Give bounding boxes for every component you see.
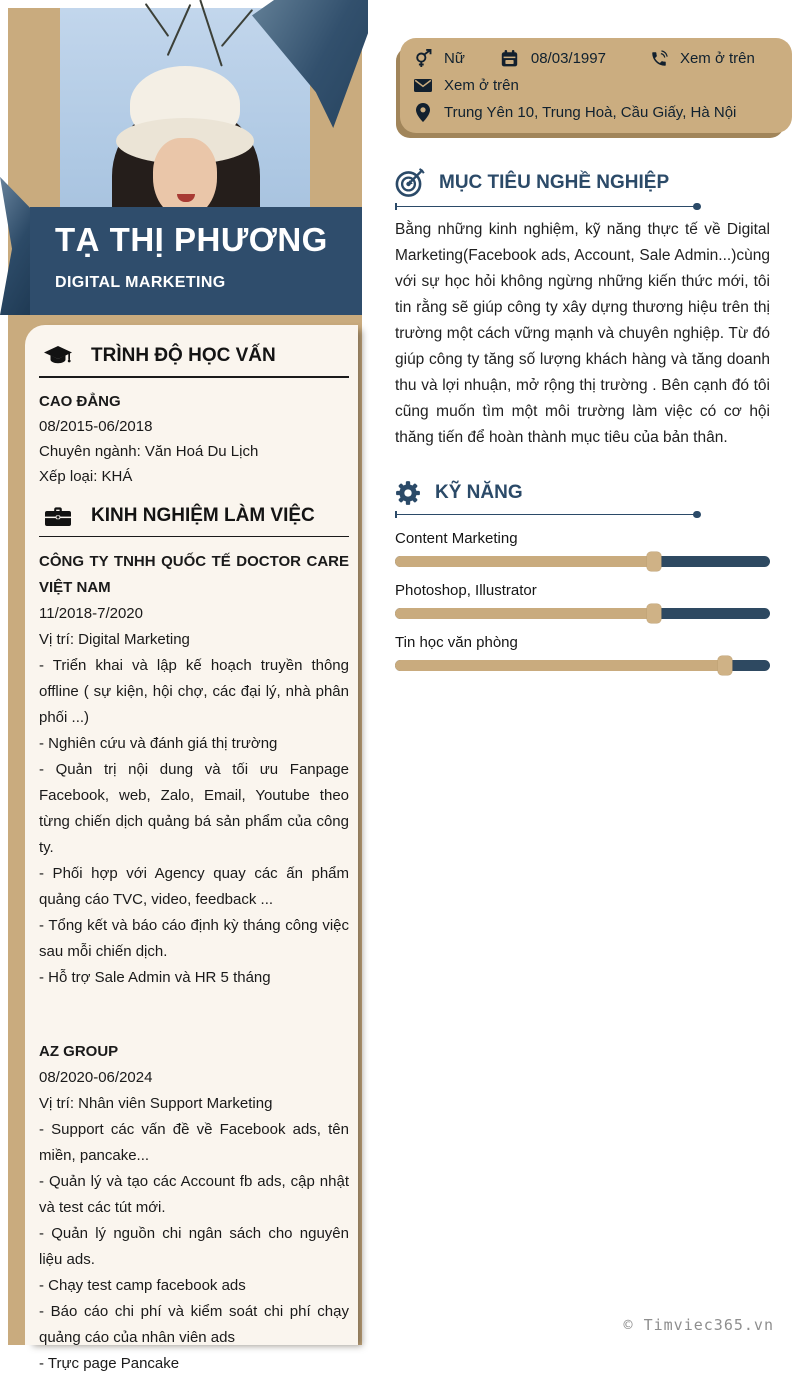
left-card	[25, 325, 358, 1373]
objective-heading: MỤC TIÊU NGHỀ NGHIỆP	[439, 172, 670, 193]
job-duty: - Triển khai và lập kế hoạch truyền thông offline ( sự kiện, hội chợ, các đại lý, nhà phân phối ...)	[39, 657, 349, 727]
photo-branch	[145, 3, 170, 37]
job-duty: - Support các vấn đề về Facebook ads, tên miền, pancake...	[39, 1121, 349, 1165]
address-value: Trung Yên 10, Trung Hoà, Cầu Giấy, Hà Nội	[444, 104, 737, 121]
email-value: Xem ở trên	[444, 77, 519, 94]
skill-label: Tin học văn phòng	[395, 634, 518, 652]
target-arrow-icon	[395, 168, 425, 198]
skill-slider-thumb[interactable]	[718, 656, 732, 675]
contact-row-1	[412, 46, 780, 72]
skill-label: Photoshop, Illustrator	[395, 582, 537, 600]
gear-icon	[395, 480, 421, 506]
contact-phone	[648, 50, 755, 68]
gender-value: Nữ	[444, 50, 465, 67]
objective-text: Bằng những kinh nghiệm, kỹ năng thực tế về Digital Marketing(Facebook ads, Account, Sale Admin...)cùng với sự học hỏi không ngừng những kiến thức mới, tôi tin rằng sẽ giúp công ty xây dựng thương hiệu trên thị trường một cách vững mạnh và chuyên nghiệp. Từ đó giúp công ty tăng số lượng khách hàng và tăng doanh thu và lợi nhuận, mở rộng thị trường . Bên cạnh đó tôi cũng muốn tìm một môi trường làm việc có cơ hội thăng tiến để hoàn thành mục tiêu của bản thân.	[395, 221, 770, 447]
phone-icon	[648, 50, 670, 68]
candidate-name: TẠ THỊ PHƯƠNG	[55, 221, 328, 258]
mail-icon	[412, 79, 434, 92]
site-watermark: © Timviec365.vn	[623, 1316, 774, 1334]
experience-heading: KINH NGHIỆM LÀM VIỆC	[91, 504, 315, 526]
skill-slider[interactable]	[395, 556, 770, 567]
job-duty: - Chạy test camp facebook ads	[39, 1277, 246, 1295]
skill-slider-thumb[interactable]	[647, 552, 661, 571]
skill-slider[interactable]	[395, 660, 770, 671]
job-position: Vị trí: Nhân viên Support Marketing	[39, 1095, 273, 1113]
job-entry	[39, 1039, 349, 1377]
skill-item	[395, 634, 770, 671]
skill-fill	[395, 556, 654, 567]
job-duty: - Trực page Pancake	[39, 1355, 180, 1373]
briefcase-icon	[47, 506, 69, 526]
job-position: Vị trí: Digital Marketing	[39, 631, 190, 649]
location-icon	[412, 103, 434, 122]
birthday-value: 08/03/1997	[530, 50, 606, 67]
education-heading: TRÌNH ĐỘ HỌC VẤN	[91, 345, 276, 366]
job-duty: - Phối hợp với Agency quay các ấn phẩm quảng cáo TVC, video, feedback ...	[39, 865, 349, 909]
experience-heading-rule	[39, 536, 349, 538]
photo-branch	[221, 9, 253, 47]
job-entry	[39, 549, 349, 991]
contact-birthday	[499, 50, 606, 67]
contact-row-2	[412, 73, 780, 99]
skill-label: Content Marketing	[395, 530, 518, 548]
experience-heading-row	[39, 505, 349, 527]
job-period: 08/2020-06/2024	[39, 1069, 153, 1087]
gender-icon	[412, 49, 434, 68]
education-heading-row	[39, 345, 349, 367]
job-duty: - Hỗ trợ Sale Admin và HR 5 tháng	[39, 969, 271, 987]
calendar-icon	[499, 50, 521, 67]
job-duty: - Báo cáo chi phí và kiểm soát chi phí chạy quảng cáo của nhân viên ads	[39, 1303, 349, 1347]
skills-heading-row	[395, 480, 770, 506]
job-company: AZ GROUP	[39, 1043, 119, 1061]
education-major: Chuyên ngành: Văn Hoá Du Lịch	[39, 442, 259, 460]
photo-face	[153, 138, 217, 218]
skill-item	[395, 582, 770, 619]
contact-row-3	[412, 100, 780, 126]
phone-value: Xem ở trên	[679, 50, 755, 67]
education-grade: Xếp loại: KHÁ	[39, 467, 133, 485]
contact-gender	[412, 49, 465, 68]
name-banner	[30, 207, 362, 315]
skill-slider-thumb[interactable]	[647, 604, 661, 623]
candidate-title: DIGITAL MARKETING	[55, 274, 226, 291]
objective-heading-row	[395, 168, 770, 198]
objective-heading-rule	[395, 206, 697, 207]
job-company: CÔNG TY TNHH QUỐC TẾ DOCTOR CARE VIỆT NAM	[39, 553, 349, 597]
job-duty: - Quản trị nội dung và tối ưu Fanpage Facebook, web, Zalo, Email, Youtube theo từng chiến dịch quảng bá sản phẩm của công ty.	[39, 761, 349, 857]
skill-fill	[395, 608, 654, 619]
graduation-cap-icon	[47, 346, 69, 366]
photo-branch	[167, 4, 192, 56]
job-duty: - Quản lý nguồn chi ngân sách cho nguyên liệu ads.	[39, 1225, 349, 1269]
job-period: 11/2018-7/2020	[39, 605, 143, 623]
education-block	[39, 389, 349, 489]
job-duty: - Quản lý và tạo các Account fb ads, cập nhật và test các tút mới.	[39, 1173, 349, 1217]
skill-fill	[395, 660, 725, 671]
photo-branch	[199, 0, 223, 67]
objective-section	[395, 168, 770, 467]
skills-heading: KỸ NĂNG	[435, 482, 523, 503]
job-duty: - Tổng kết và báo cáo định kỳ tháng công việc sau mỗi chiến dịch.	[39, 917, 349, 961]
education-heading-rule	[39, 376, 349, 378]
education-degree: CAO ĐẲNG	[39, 392, 121, 410]
skills-heading-rule	[395, 514, 697, 515]
job-duty: - Nghiên cứu và đánh giá thị trường	[39, 735, 278, 753]
contact-card	[400, 38, 792, 133]
skill-item	[395, 530, 770, 567]
skill-slider[interactable]	[395, 608, 770, 619]
skills-section	[395, 480, 770, 671]
education-period: 08/2015-06/2018	[39, 417, 153, 435]
